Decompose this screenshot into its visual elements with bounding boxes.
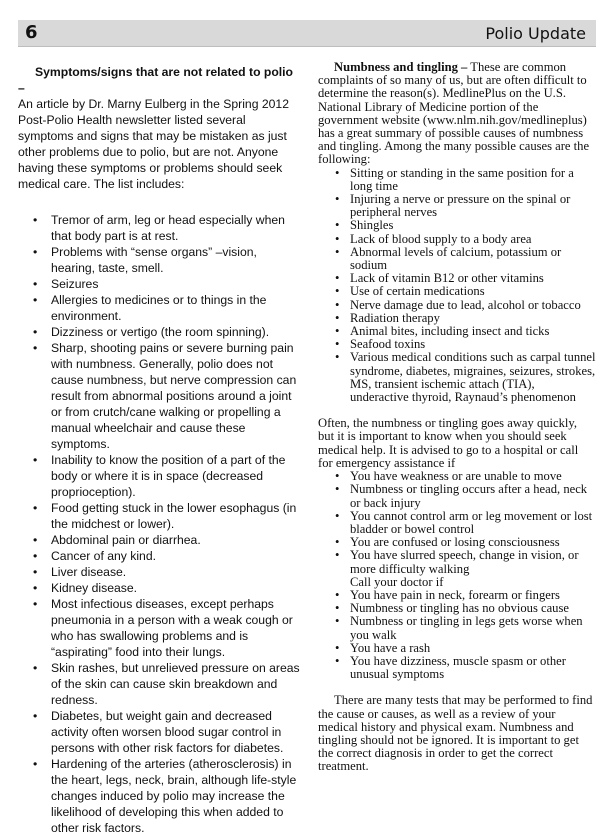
numbness-article xyxy=(318,61,596,774)
symptom-item: • Inability to know the position of a part of the body or where it is in space (decreased proprioception). xyxy=(18,452,302,500)
causes-list xyxy=(318,167,596,405)
cause-item: • Shingles xyxy=(318,219,596,232)
cause-item: • Animal bites, including insect and ticks xyxy=(318,325,596,338)
cause-item: • Lack of blood supply to a body area xyxy=(318,233,596,246)
symptoms-list xyxy=(18,212,302,836)
symptoms-article xyxy=(18,64,302,836)
doctor-item: • You have pain in neck, forearm or fingers xyxy=(318,589,596,602)
doctor-item: • Numbness or tingling has no obvious cause xyxy=(318,602,596,615)
doctor-item: • Numbness or tingling in legs gets worse when you walk xyxy=(318,615,596,641)
emergency-item: • You are confused or losing consciousness xyxy=(318,536,596,549)
cause-item: • Various medical conditions such as carpal tunnel syndrome, diabetes, migraines, seizures, strokes, MS, transient ischemic attach (TIA), underactive thyroid, Raynaud’s phenomenon xyxy=(318,351,596,404)
symptoms-intro-text: An article by Dr. Marny Eulberg in the Spring 2012 Post-Polio Health newsletter listed several symptoms and signs that may be mistaken as just other problems due to polio, but are not. Anyone having these symptoms or problems should seek medical care. The list includes: xyxy=(18,97,289,191)
doctor-item: • You have a rash xyxy=(318,642,596,655)
symptom-item: • Allergies to medicines or to things in the environment. xyxy=(18,292,302,324)
emergency-item: • Numbness or tingling occurs after a head, neck or back injury xyxy=(318,483,596,509)
symptom-item: • Tremor of arm, leg or head especially when that body part is at rest. xyxy=(18,212,302,244)
doctor-label: Call your doctor if xyxy=(350,574,444,589)
symptom-item: • Abdominal pain or diarrhea. xyxy=(18,532,302,548)
symptoms-intro xyxy=(18,64,302,192)
doctor-list xyxy=(318,589,596,681)
numbness-heading: Numbness and tingling – xyxy=(334,60,468,74)
cause-item: • Abnormal levels of calcium, potassium or sodium xyxy=(318,246,596,272)
cause-item: • Injuring a nerve or pressure on the spinal or peripheral nerves xyxy=(318,193,596,219)
numbness-intro xyxy=(318,61,596,167)
symptom-item: • Hardening of the arteries (atherosclerosis) in the heart, legs, neck, brain, although life-style changes induced by polio may increase the likelihood of developing this when added to other risk factors. xyxy=(18,756,302,836)
doctor-item: • You have dizziness, muscle spasm or other unusual symptoms xyxy=(318,655,596,681)
symptom-item: • Sharp, shooting pains or severe burning pain with numbness. Generally, polio does not cause numbness, but nerve compression can result from abnormal positions around a joint or from crutch/cane walking or propelling a manual wheelchair and cause these symptoms. xyxy=(18,340,302,452)
emergency-item: • You cannot control arm or leg movement or lost bladder or bowel control xyxy=(318,510,596,536)
cause-item: • Seafood toxins xyxy=(318,338,596,351)
cause-item: • Sitting or standing in the same position for a long time xyxy=(318,167,596,193)
symptom-item: • Food getting stuck in the lower esophagus (in the midchest or lower). xyxy=(18,500,302,532)
page-header xyxy=(18,20,596,47)
cause-item: • Use of certain medications xyxy=(318,285,596,298)
symptom-item: • Most infectious diseases, except perhaps pneumonia in a person with a weak cough or who has swallowing problems and is “aspirating” food into their lungs. xyxy=(18,596,302,660)
publication-title: Polio Update xyxy=(485,24,586,43)
symptom-item: • Cancer of any kind. xyxy=(18,548,302,564)
emergency-list xyxy=(318,470,596,576)
cause-item: • Nerve damage due to lead, alcohol or tobacco xyxy=(318,299,596,312)
symptom-item: • Dizziness or vertigo (the room spinning). xyxy=(18,324,302,340)
symptom-item: • Liver disease. xyxy=(18,564,302,580)
symptom-item: • Diabetes, but weight gain and decreased activity often worsen blood sugar control in persons with other risk factors for diabetes. xyxy=(18,708,302,756)
emergency-item: • You have weakness or are unable to move xyxy=(318,470,596,483)
numbness-intro-text: These are common complaints of so many of us, but are often difficult to determine the reason(s). MedlinePlus on the U.S. National Library of Medicine portion of the government website (www.nlm.nih.gov/medlineplus) has a great summary of possible causes of numbness and tingling. Among the many possible causes are the following: xyxy=(318,60,590,167)
symptom-item: • Kidney disease. xyxy=(18,580,302,596)
symptoms-heading: Symptoms/signs that are not related to polio – xyxy=(18,65,294,95)
closing-paragraph: There are many tests that may be performed to find the cause or causes, as well as a review of your medical history and physical exam. Numbness and tingling should not be ignored. It is important to get the correct diagnosis in order to get the correct treatment. xyxy=(318,693,593,774)
cause-item: • Lack of vitamin B12 or other vitamins xyxy=(318,272,596,285)
emergency-item: • You have slurred speech, change in vision, or more difficulty walking xyxy=(318,549,596,575)
symptom-item: • Skin rashes, but unrelieved pressure on areas of the skin can cause skin breakdown and redness. xyxy=(18,660,302,708)
page-number: 6 xyxy=(25,22,38,43)
symptom-item: • Problems with “sense organs” –vision, hearing, taste, smell. xyxy=(18,244,302,276)
symptom-item: • Seizures xyxy=(18,276,302,292)
cause-item: • Radiation therapy xyxy=(318,312,596,325)
emergency-intro: Often, the numbness or tingling goes away quickly, but it is important to know when you should seek medical help. It is advised to go to a hospital or call for emergency assistance if xyxy=(318,416,579,470)
